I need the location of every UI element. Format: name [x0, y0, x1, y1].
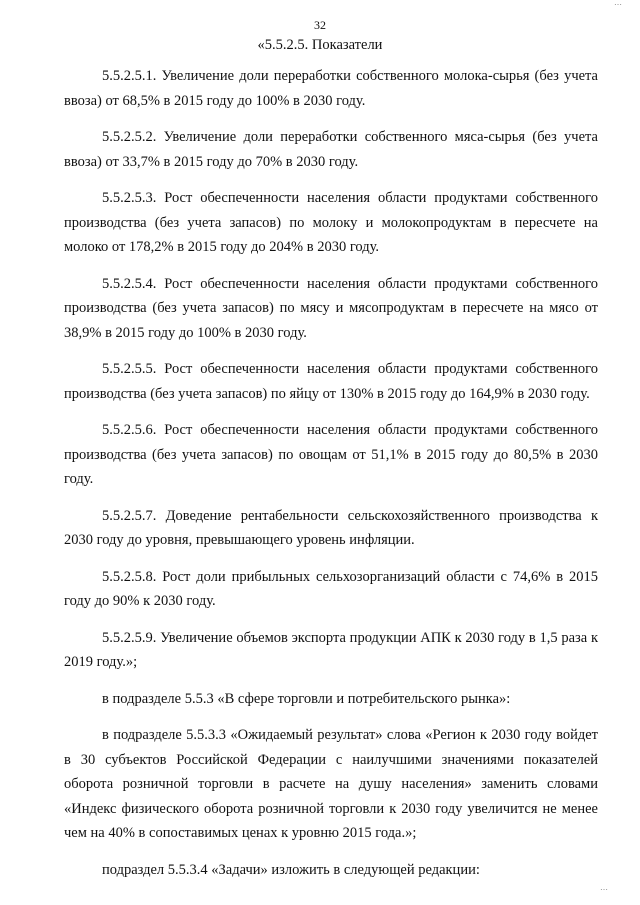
scan-mark-top: ⋯ — [614, 0, 622, 9]
paragraph-5-5-2-5-6: 5.5.2.5.6. Рост обеспеченности населения области продуктами собственного производства (без учета запасов) по овощам от 51,1% в 2015 году до 80,5% в 2030 году. — [64, 422, 598, 487]
paragraph-5-5-2-5-1: 5.5.2.5.1. Увеличение доли переработки собственного молока-сырья (без учета ввоза) от 68,5% в 2015 году до 100% в 2030 году. — [64, 68, 598, 109]
paragraph-5-5-2-5-9: 5.5.2.5.9. Увеличение объемов экспорта продукции АПК к 2030 году в 1,5 раза к 2019 году.»; — [64, 629, 598, 670]
scan-mark-bottom: ⋯ — [600, 885, 608, 894]
paragraph-5-5-2-5-4: 5.5.2.5.4. Рост обеспеченности населения области продуктами собственного производства (без учета запасов) по мясу и мясопродуктам в пересчете на мясо от 38,9% в 2015 году до 100% в 2030 году. — [64, 275, 598, 341]
paragraph-5-5-2-5-8: 5.5.2.5.8. Рост доли прибыльных сельхозорганизаций области с 74,6% в 2015 году до 90% к 2030 году. — [64, 568, 598, 609]
section-title: «5.5.2.5. Показатели — [257, 37, 383, 53]
paragraph-subsection-5-5-3-4: подраздел 5.5.3.4 «Задачи» изложить в следующей редакции: — [102, 861, 480, 878]
paragraph-5-5-2-5-5: 5.5.2.5.5. Рост обеспеченности населения области продуктами собственного производства (без учета запасов) по яйцу от 130% в 2015 году до 164,9% в 2030 году. — [64, 361, 598, 402]
paragraph-5-5-2-5-7: 5.5.2.5.7. Доведение рентабельности сельскохозяйственного производства к 2030 году до уровня, превышающего уровень инфляции. — [64, 507, 598, 548]
page-number: 32 — [314, 18, 326, 32]
paragraph-subsection-5-5-3-3: в подразделе 5.5.3.3 «Ожидаемый результат» слова «Регион к 2030 году войдет в 30 субъектов Российской Федерации с наилучшими значениями показателей оборота розничной торговли в расчете на душу населения» заменить словами «Индекс физического оборота розничной торговли к 2030 году увеличится не менее чем на 40% в сопоставимых ценах к уровню 2015 года.»; — [64, 727, 598, 841]
document-body — [64, 64, 598, 894]
paragraph-5-5-2-5-2: 5.5.2.5.2. Увеличение доли переработки собственного мяса-сырья (без учета ввоза) от 33,7% в 2015 году до 70% в 2030 году. — [64, 129, 598, 170]
paragraph-5-5-2-5-3: 5.5.2.5.3. Рост обеспеченности населения области продуктами собственного производства (без учета запасов) по молоку и молокопродуктам в пересчете на молоко от 178,2% в 2015 году до 204% в 2030 году. — [64, 190, 598, 255]
paragraph-subsection-5-5-3: в подразделе 5.5.3 «В сфере торговли и потребительского рынка»: — [102, 690, 511, 707]
